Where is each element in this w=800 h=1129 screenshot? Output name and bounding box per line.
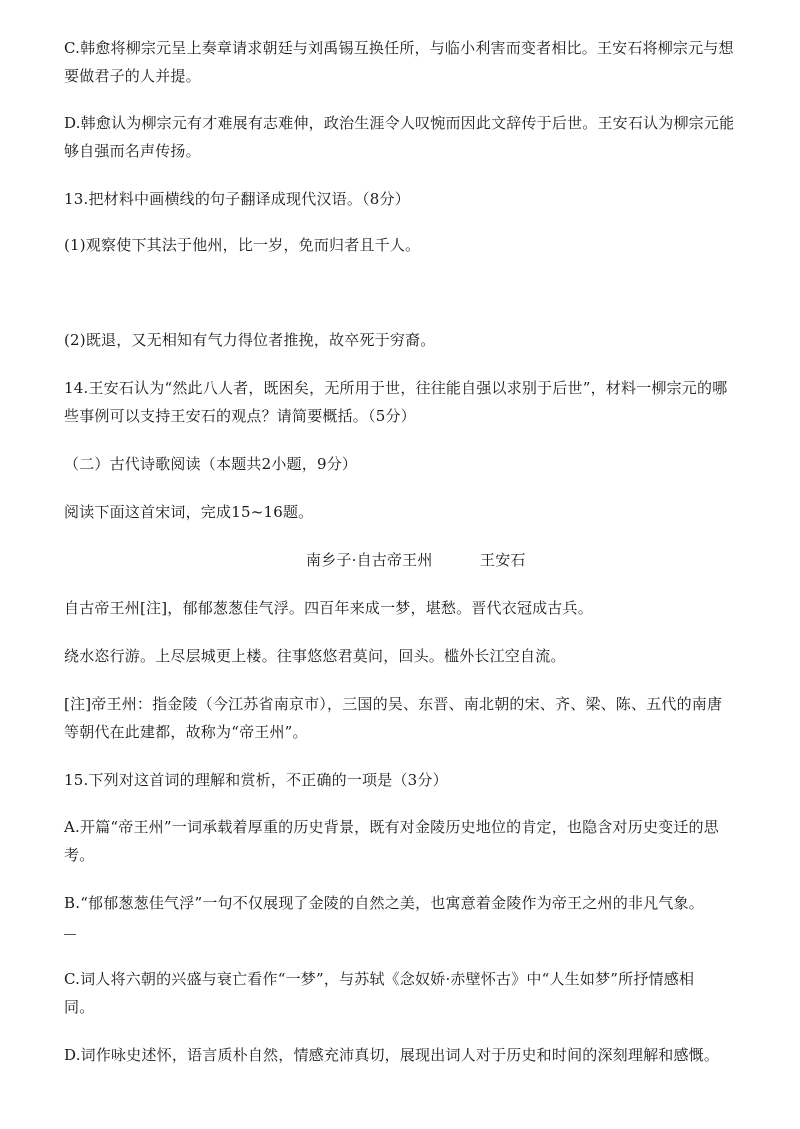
q15-prompt: 15.下列对这首词的理解和赏析，不正确的一项是（3分）	[64, 771, 448, 789]
q13-item-2: (2)既退，又无相知有气力得位者推挽，故卒死于穷裔。	[64, 331, 436, 349]
q15-option-c-line1: C.词人将六朝的兴盛与衰亡看作“一梦”，与苏轼《念奴娇·赤壁怀古》中“人生如梦”所抒情感相	[64, 970, 695, 988]
q14-prompt-line2: 些事例可以支持王安石的观点？请简要概括。（5分）	[64, 407, 416, 425]
section-heading: （二）古代诗歌阅读（本题共2小题，9分）	[64, 455, 358, 473]
q15-option-a-line2: 考。	[64, 846, 95, 864]
poem-note-line1: [注]帝王州：指金陵（今江苏省南京市），三国的吴、东晋、南北朝的宋、齐、梁、陈、五代的南唐	[64, 695, 723, 713]
poem-author: 王安石	[480, 551, 526, 569]
q12-option-c-line1: C.韩愈将柳宗元呈上奏章请求朝廷与刘禹锡互换任所，与临小利害而变者相比。王安石将柳宗元与想	[64, 39, 734, 57]
q12-option-c-line2: 要做君子的人并提。	[64, 67, 201, 85]
q13-item-1: (1)观察使下其法于他州，比一岁，免而归者且千人。	[64, 236, 421, 254]
poem-line-2: 绕水恣行游。上尽层城更上楼。往事悠悠君莫问，回头。槛外长江空自流。	[64, 647, 566, 665]
q15-option-b-line1: B.“郁郁葱葱佳气浮”一句不仅展现了金陵的自然之美，也寓意着金陵作为帝王之州的非凡气象。	[64, 894, 704, 912]
q15-option-a-line1: A.开篇“帝王州”一词承载着厚重的历史背景，既有对金陵历史地位的肯定，也隐含对历史变迁的思	[64, 818, 719, 836]
q15-option-d-line1: D.词作咏史述怀，语言质朴自然，情感充沛真切，展现出词人对于历史和时间的深刻理解和感慨。	[64, 1046, 720, 1064]
q12-option-d-line2: 够自强而名声传扬。	[64, 142, 201, 160]
q15-option-c-line2: 同。	[64, 998, 95, 1016]
section-instruction: 阅读下面这首宋词，完成15~16题。	[64, 503, 314, 521]
q14-prompt-line1: 14.王安石认为“然此八人者，既困矣，无所用于世，往往能自强以求别于后世”，材料一柳宗元的哪	[64, 379, 728, 397]
poem-title: 南乡子·自古帝王州	[306, 551, 433, 569]
q12-option-d-line1: D.韩愈认为柳宗元有才难展有志难伸，政治生涯令人叹惋而因此文辞传于后世。王安石认为柳宗元能	[64, 114, 735, 132]
q13-prompt: 13.把材料中画横线的句子翻译成现代汉语。（8分）	[64, 190, 410, 208]
stray-dash-mark	[64, 934, 76, 935]
poem-note-line2: 等朝代在此建都，故称为“帝王州”。	[64, 723, 308, 741]
poem-line-1: 自古帝王州[注]，郁郁葱葱佳气浮。四百年来成一梦，堪愁。晋代衣冠成古兵。	[64, 599, 593, 617]
